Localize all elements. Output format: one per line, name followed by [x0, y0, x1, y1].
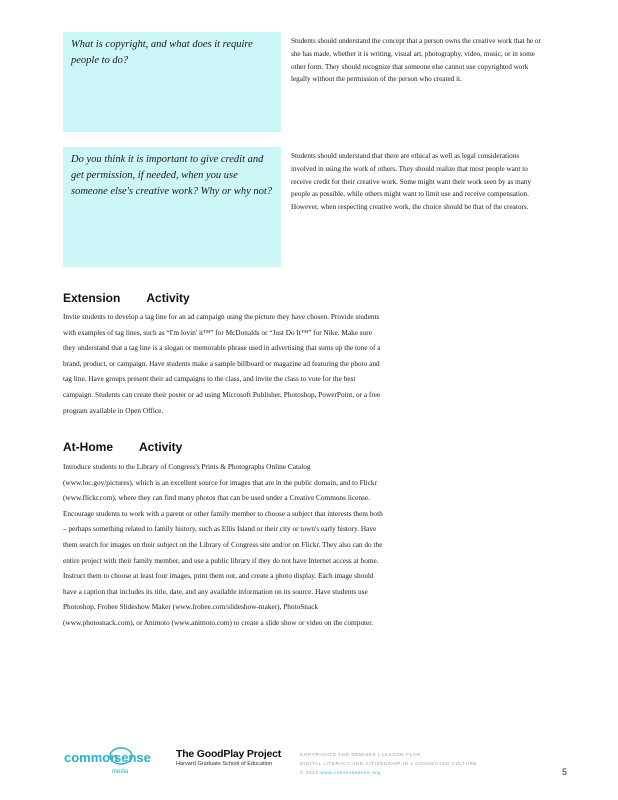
- page-number: 5: [562, 767, 568, 777]
- commonsense-link[interactable]: www.commonsense.org: [320, 770, 381, 775]
- extension-activity-heading: [63, 291, 190, 305]
- page-footer: [0, 738, 618, 800]
- heading-word: At-Home: [63, 440, 113, 454]
- qa-row-1: [63, 32, 553, 132]
- goodplay-title: The GoodPlay Project: [176, 748, 282, 760]
- footer-copyright-line: [300, 768, 477, 777]
- logo-text-common: common: [64, 750, 119, 765]
- logo-text-media: media: [112, 769, 129, 775]
- qa-row-2: [63, 147, 553, 267]
- copyright-text: © 2012: [300, 770, 319, 775]
- footer-lesson-line: COPYRIGHTS AND REMIXES | LESSON PLAN: [300, 752, 421, 757]
- discussion-answer: Students should understand that there are ethical as well as legal considerations involved in using the work of others. They should realize that most people want to receive credit for their creative work. Some might want their work seen by as many people as possible, while others might want to limit use and receive compensation. However, when respecting creative work, the choice should be that of the creators.: [291, 152, 532, 212]
- discussion-question: Do you think it is important to give credit and get permission, if needed, when you use someone else's creative work? Why or why not?: [63, 147, 281, 267]
- goodplay-project-logo: [176, 748, 291, 767]
- goodplay-subtitle: Harvard Graduate School of Education: [176, 761, 273, 767]
- discussion-answer: Students should understand the concept that a person owns the creative work that he or she has made, whether it is writing, visual art, photography, video, music, or in some other form. They should recognize that someone else cannot use copyrighted work legally without the permission of the person who created it.: [291, 37, 541, 84]
- at-home-activity-heading: [63, 440, 182, 454]
- at-home-activity-body: Introduce students to the Library of Congress's Prints & Photographs Online Catalog (www.loc.gov/pictures), which is an excellent source for images that are in the public domain, and to Flickr (www.flickr.com), where they can find many photos that can be used under a Creative Commons license. Encourage students to work with a parent or other family member to choose a subject that interests them both – perhaps something related to family history, such as Ellis Island or their city or town's early history. Have them search for images on their subject on the Library of Congress site and/or on Flickr. They also can do the entire project with their family member, and use a public library if they do not have Internet access at home. Instruct them to choose at least four images, print them out, and create a photo display. Each image should have a caption that includes its title, date, and any available information on its source. Have students use Photoshop, Frobee Slideshow Maker (www.frobee.com/slideshow-maker), PhotoSnack (www.photosnack.com), or Animoto (www.animoto.com) to create a slide show or video on the computer.: [63, 462, 383, 627]
- logo-text-sense: sense: [114, 750, 151, 765]
- heading-word: Extension: [63, 291, 121, 305]
- discussion-question: What is copyright, and what does it require people to do?: [63, 32, 281, 132]
- footer-meta: [300, 750, 477, 777]
- footer-curriculum-line: DIGITAL LITERACY AND CITIZENSHIP IN A CONNECTED CULTURE: [300, 761, 478, 766]
- heading-word: Activity: [139, 440, 183, 454]
- common-sense-media-logo: [64, 746, 174, 780]
- heading-word: Activity: [146, 291, 190, 305]
- extension-activity-body: Invite students to develop a tag line for an ad campaign using the picture they have chosen. Provide students with examples of tag lines, such as “I'm lovin' it™” for McDonalds or “Just Do It™” for Nike. Make sure they understand that a tag line is a slogan or memorable phrase used in advertising that sums up the tone of a brand, product, or campaign. Have students make a sample billboard or magazine ad featuring the photo and tag line. Have groups present their ad campaigns to the class, and invite the class to vote for the best campaign. Students can create their poster or ad using Microsoft Publisher, Photoshop, PowerPoint, or a free program available in Open Office.: [63, 312, 381, 415]
